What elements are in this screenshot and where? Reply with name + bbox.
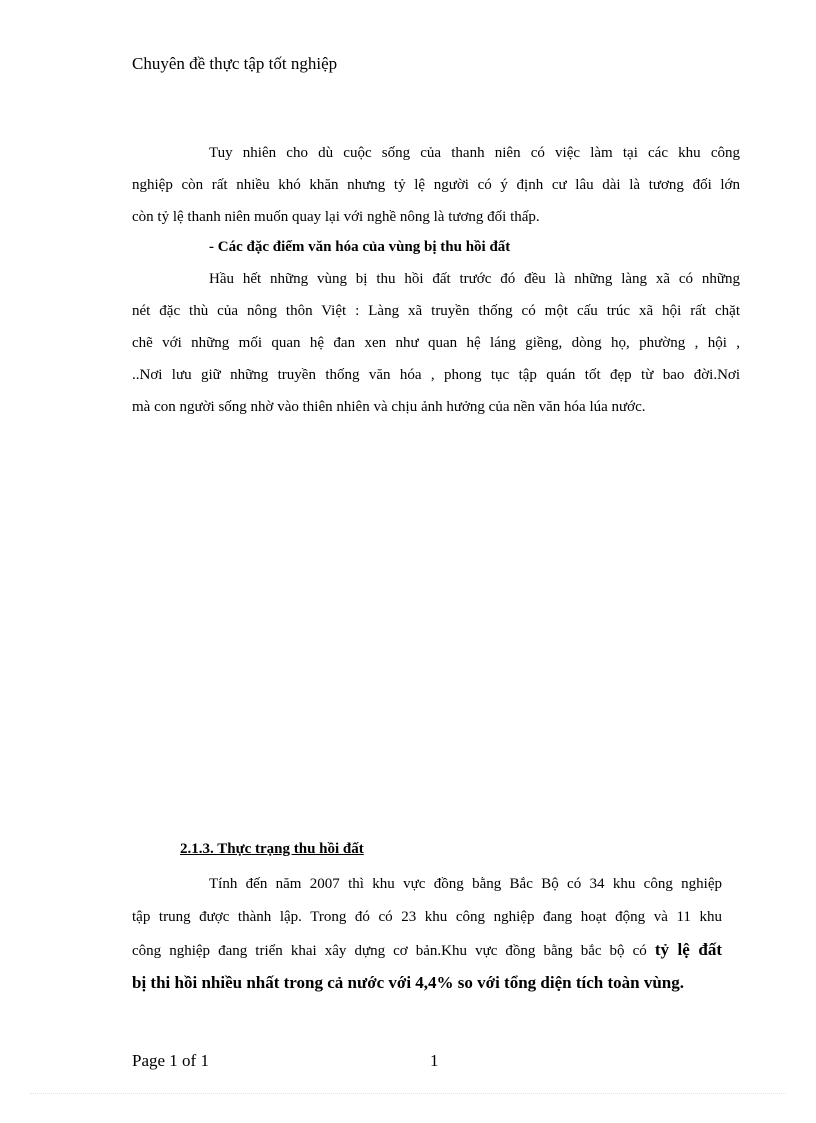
text-line: nét đặc thù của nông thôn Việt : Làng xã truyền thống có một cấu trúc xã hội rất chặt	[132, 303, 740, 319]
text-line: nghiệp còn rất nhiều khó khăn nhưng tỷ lệ người có ý định cư lâu dài là tương đối lớn	[132, 177, 740, 193]
emphasis-line: bị thi hồi nhiều nhất trong cả nước với 4,4% so với tổng diện tích toàn vùng.	[132, 973, 685, 992]
text-line: Tuy nhiên cho dù cuộc sống của thanh niên có việc làm tại các khu công	[209, 145, 740, 161]
text-line-mixed	[132, 934, 722, 967]
emphasis-run: tỷ lệ đất	[654, 940, 722, 959]
text-run: công nghiệp đang triển khai xây dựng cơ bản.Khu vực đồng bằng bắc bộ có	[132, 943, 655, 959]
paragraph-land-recovery-status	[132, 868, 722, 1000]
page-bottom-divider	[30, 1093, 786, 1094]
text-line: tập trung được thành lập. Trong đó có 23 khu công nghiệp đang hoạt động và 11 khu	[132, 909, 722, 925]
document-header-title: Chuyên đề thực tập tốt nghiệp	[132, 54, 338, 73]
footer-page-label: Page 1 of 1	[132, 1051, 209, 1070]
text-line: còn tỷ lệ thanh niên muốn quay lại với nghề nông là tương đối thấp.	[132, 209, 540, 225]
text-line: mà con người sống nhờ vào thiên nhiên và chịu ảnh hưởng của nền văn hóa lúa nước.	[132, 399, 646, 415]
text-line: ..Nơi lưu giữ những truyền thống văn hóa , phong tục tập quán tốt đẹp từ bao đời.Nơi	[132, 367, 740, 383]
section-heading-land-recovery: 2.1.3. Thực trạng thu hồi đất	[180, 841, 364, 857]
paragraph-youth-employment	[132, 137, 740, 233]
text-line: Tính đến năm 2007 thì khu vực đồng bằng Bắc Bộ có 34 khu công nghiệp	[209, 876, 722, 892]
text-line: Hầu hết những vùng bị thu hồi đất trước đó đều là những làng xã có những	[209, 271, 740, 287]
paragraph-cultural-characteristics	[132, 263, 740, 423]
text-line: chẽ với những mối quan hệ đan xen như quan hệ láng giềng, dòng họ, phường , hội ,	[132, 335, 740, 351]
footer-page-number: 1	[430, 1051, 439, 1070]
cultural-characteristics-heading: - Các đặc điểm văn hóa của vùng bị thu hồi đất	[209, 239, 511, 255]
